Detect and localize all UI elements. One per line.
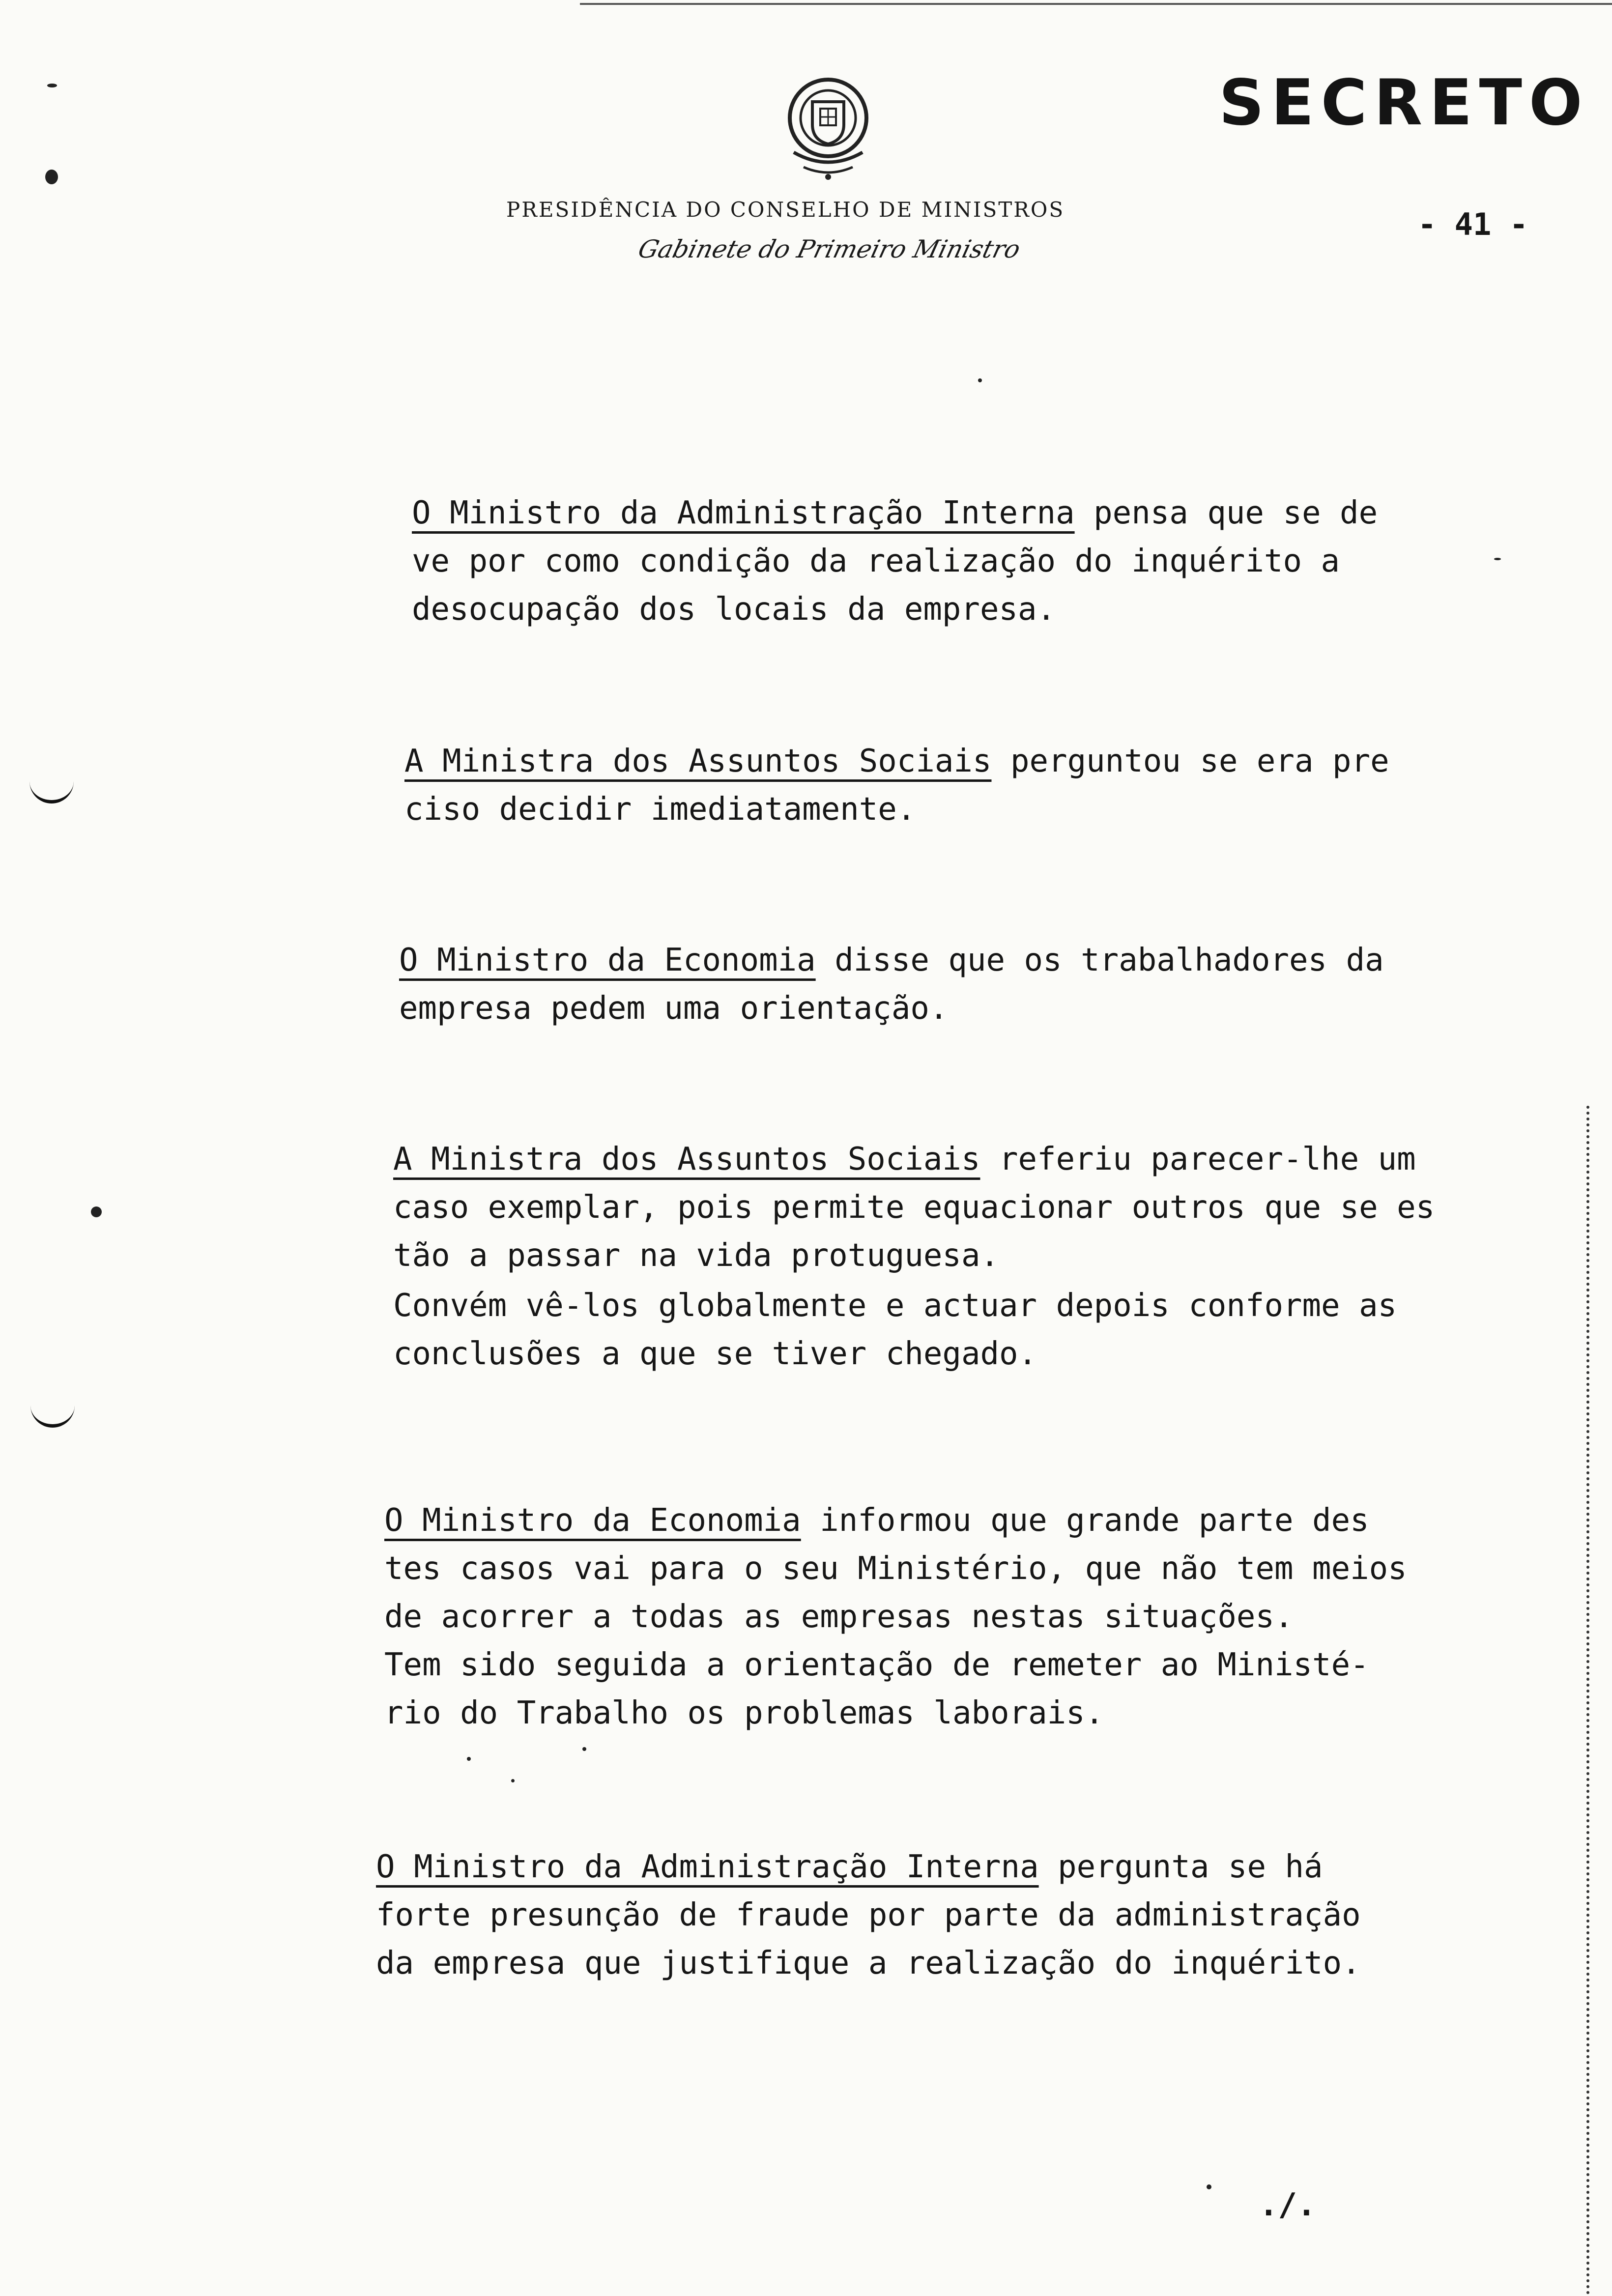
- letterhead-office: Gabinete do Primeiro Ministro: [635, 235, 1023, 263]
- speaker-name: O Ministro da Administração Interna: [376, 1849, 1039, 1885]
- paragraph-line: [412, 489, 1483, 537]
- paragraph-line: [393, 1135, 1465, 1183]
- paragraph-line: ve por como condição da realização do inquérito a: [412, 543, 1340, 579]
- paragraph-line: caso exemplar, pois permite equacionar outros que se es: [393, 1189, 1435, 1226]
- statement-text: disse que os trabalhadores da: [815, 942, 1384, 978]
- speaker-name: O Ministro da Economia: [384, 1502, 801, 1539]
- minutes-paragraph: [412, 489, 1483, 633]
- scan-speck: [511, 1779, 515, 1782]
- paragraph-line: [376, 1843, 1447, 1891]
- classification-stamp: SECRETO: [1219, 66, 1589, 140]
- paragraph-line: [384, 1496, 1456, 1545]
- paragraph-line: tão a passar na vida protuguesa.: [393, 1237, 999, 1274]
- speaker-name: O Ministro da Economia: [399, 942, 816, 978]
- speaker-name: O Ministro da Administração Interna: [412, 495, 1075, 531]
- speaker-name: A Ministra dos Assuntos Sociais: [393, 1141, 980, 1177]
- statement-text: informou que grande parte des: [801, 1502, 1369, 1539]
- scan-speck: [45, 170, 58, 184]
- minutes-paragraph: [384, 1496, 1456, 1737]
- paragraph-line: Convém vê-los globalmente e actuar depois conforme as: [393, 1288, 1397, 1324]
- speaker-name: A Ministra dos Assuntos Sociais: [404, 743, 992, 779]
- minutes-paragraph: [393, 1135, 1465, 1378]
- minutes-paragraph: [404, 737, 1476, 833]
- scan-margin-mark: [29, 781, 74, 804]
- minutes-paragraph: [376, 1843, 1447, 1987]
- paragraph-line: Tem sido seguida a orientação de remeter ao Ministé-: [384, 1647, 1369, 1683]
- paragraph-line: conclusões a que se tiver chegado.: [393, 1336, 1037, 1372]
- paragraph-line: da empresa que justifique a realização do inquérito.: [376, 1945, 1361, 1981]
- statement-text: referiu parecer-lhe um: [980, 1141, 1416, 1177]
- paragraph-line: de acorrer a todas as empresas nestas situações.: [384, 1599, 1294, 1635]
- page-number: - 41 -: [1418, 206, 1528, 242]
- scan-speck: [1494, 558, 1501, 560]
- scan-speck: [467, 1757, 471, 1761]
- paragraph-line: ciso decidir imediatamente.: [404, 791, 916, 828]
- minutes-paragraph: [399, 936, 1470, 1033]
- statement-text: pergunta se há: [1038, 1849, 1323, 1885]
- scan-margin-mark: [30, 1406, 75, 1428]
- paragraph-line: desocupação dos locais da empresa.: [412, 591, 1056, 628]
- scan-edge-artifact: [1586, 1106, 1589, 2295]
- scan-speck: [47, 84, 57, 87]
- statement-text: pensa que se de: [1074, 495, 1378, 531]
- statement-text: perguntou se era pre: [991, 743, 1389, 779]
- letterhead-institution: PRESIDÊNCIA DO CONSELHO DE MINISTROS: [506, 198, 1065, 222]
- scan-speck: [91, 1206, 102, 1217]
- scan-speck: [582, 1747, 586, 1751]
- paragraph-line: [404, 737, 1476, 785]
- paragraph-line: [399, 936, 1470, 984]
- scan-speck: [978, 378, 982, 382]
- paragraph-line: empresa pedem uma orientação.: [399, 990, 949, 1027]
- paragraph-line: rio do Trabalho os problemas laborais.: [384, 1695, 1104, 1731]
- scan-speck: [1207, 2184, 1211, 2189]
- paragraph-line: tes casos vai para o seu Ministério, que não tem meios: [384, 1550, 1407, 1587]
- paragraph-line: forte presunção de fraude por parte da administração: [376, 1897, 1361, 1933]
- continuation-mark: ./.: [1259, 2187, 1316, 2223]
- top-edge-rule: [580, 3, 1612, 5]
- coat-of-arms-icon: [769, 66, 887, 184]
